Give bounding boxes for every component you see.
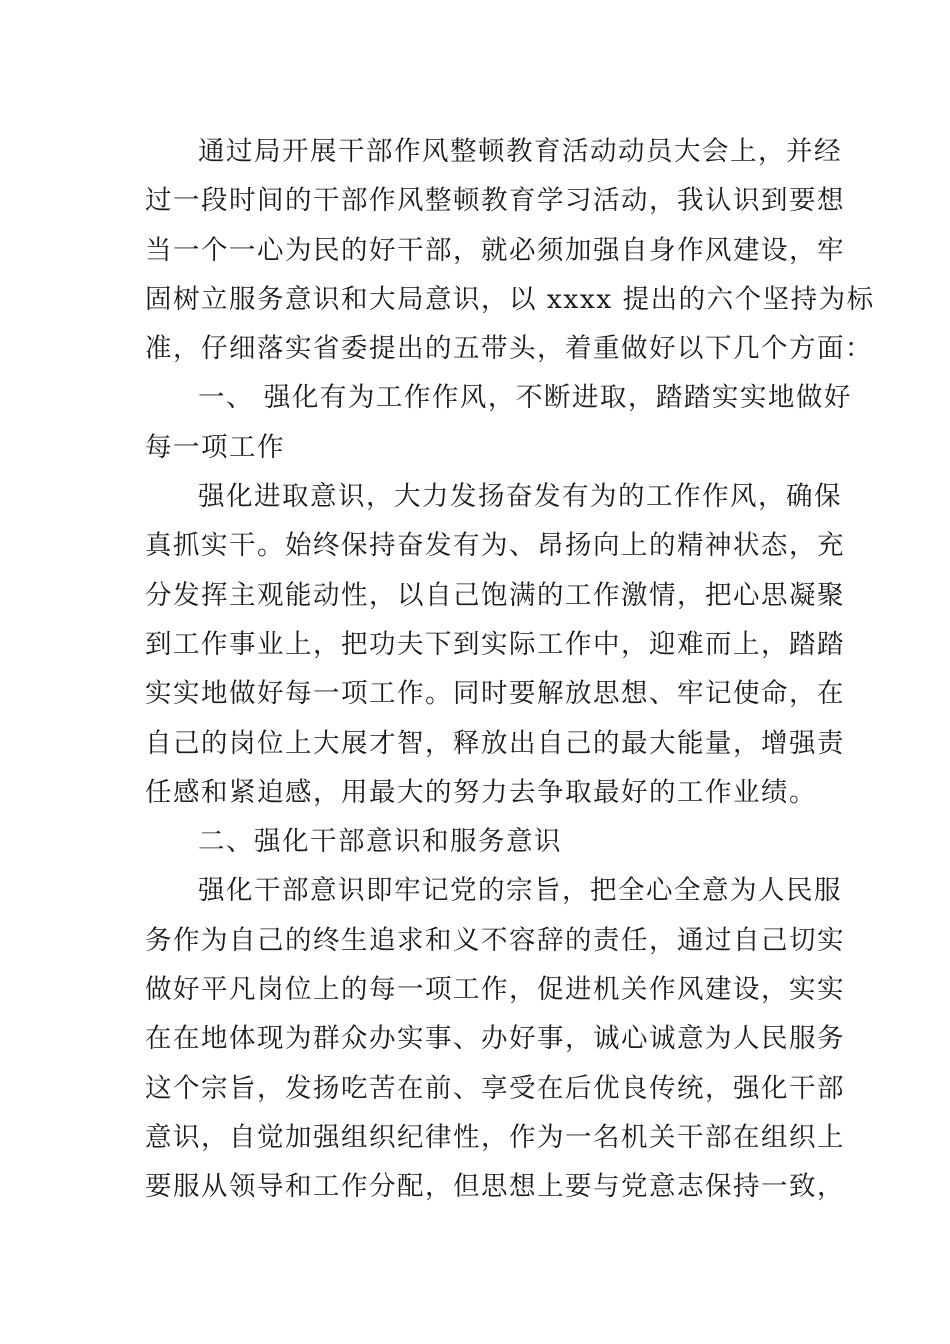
text-line: 到工作事业上，把功夫下到实际工作中，迎难而上，踏踏 (145, 628, 845, 660)
text-line: 通过局开展干部作风整顿教育活动动员大会上，并经 (198, 136, 842, 167)
text-line: 务作为自己的终生追求和义不容辞的责任，通过自己切实 (145, 924, 845, 956)
text-line: 这个宗旨，发扬吃苦在前、享受在后优良传统，强化干部 (145, 1072, 845, 1104)
text-line: 实实地做好每一项工作。同时要解放思想、牢记使命，在 (145, 678, 845, 710)
text-line: 真抓实干。始终保持奋发有为、昂扬向上的精神状态，充 (145, 530, 845, 562)
text-line: 在在地体现为群众办实事、办好事，诚心诚意为人民服务 (145, 1023, 845, 1055)
text-line: 过一段时间的干部作风整顿教育学习活动，我认识到要想 (145, 185, 845, 217)
text-line: 任感和紧迫感，用最大的努力去争取最好的工作业绩。 (145, 776, 817, 808)
text-line: 二、强化干部意识和服务意识 (198, 826, 562, 858)
text-line: 分发挥主观能动性，以自己饱满的工作激情，把心思凝聚 (145, 579, 845, 611)
text-line: 每一项工作 (145, 431, 285, 463)
text-line: 一、 强化有为工作作风，不断进取，踏踏实实地做好 (198, 382, 852, 414)
text-line: 当一个一心为民的好干部，就必须加强自身作风建设，牢 (145, 234, 845, 266)
text-line: 强化进取意识，大力发扬奋发有为的工作作风，确保 (198, 481, 842, 513)
text-line: 意识，自觉加强组织纪律性，作为一名机关干部在组织上 (145, 1121, 845, 1153)
text-line: 自己的岗位上大展才智，释放出自己的最大能量，增强责 (145, 727, 845, 759)
text-line: 要服从领导和工作分配，但思想上要与党意志保持一致， (145, 1171, 845, 1203)
text-line: 强化干部意识即牢记党的宗旨，把全心全意为人民服 (198, 875, 842, 907)
text-line: 固树立服务意识和大局意识，以 xxxx 提出的六个坚持为标 (145, 283, 875, 315)
document-body (145, 127, 875, 1212)
text-line: 准，仔细落实省委提出的五带头，着重做好以下几个方面： (145, 333, 873, 365)
text-line: 做好平凡岗位上的每一项工作，促进机关作风建设，实实 (145, 974, 845, 1006)
